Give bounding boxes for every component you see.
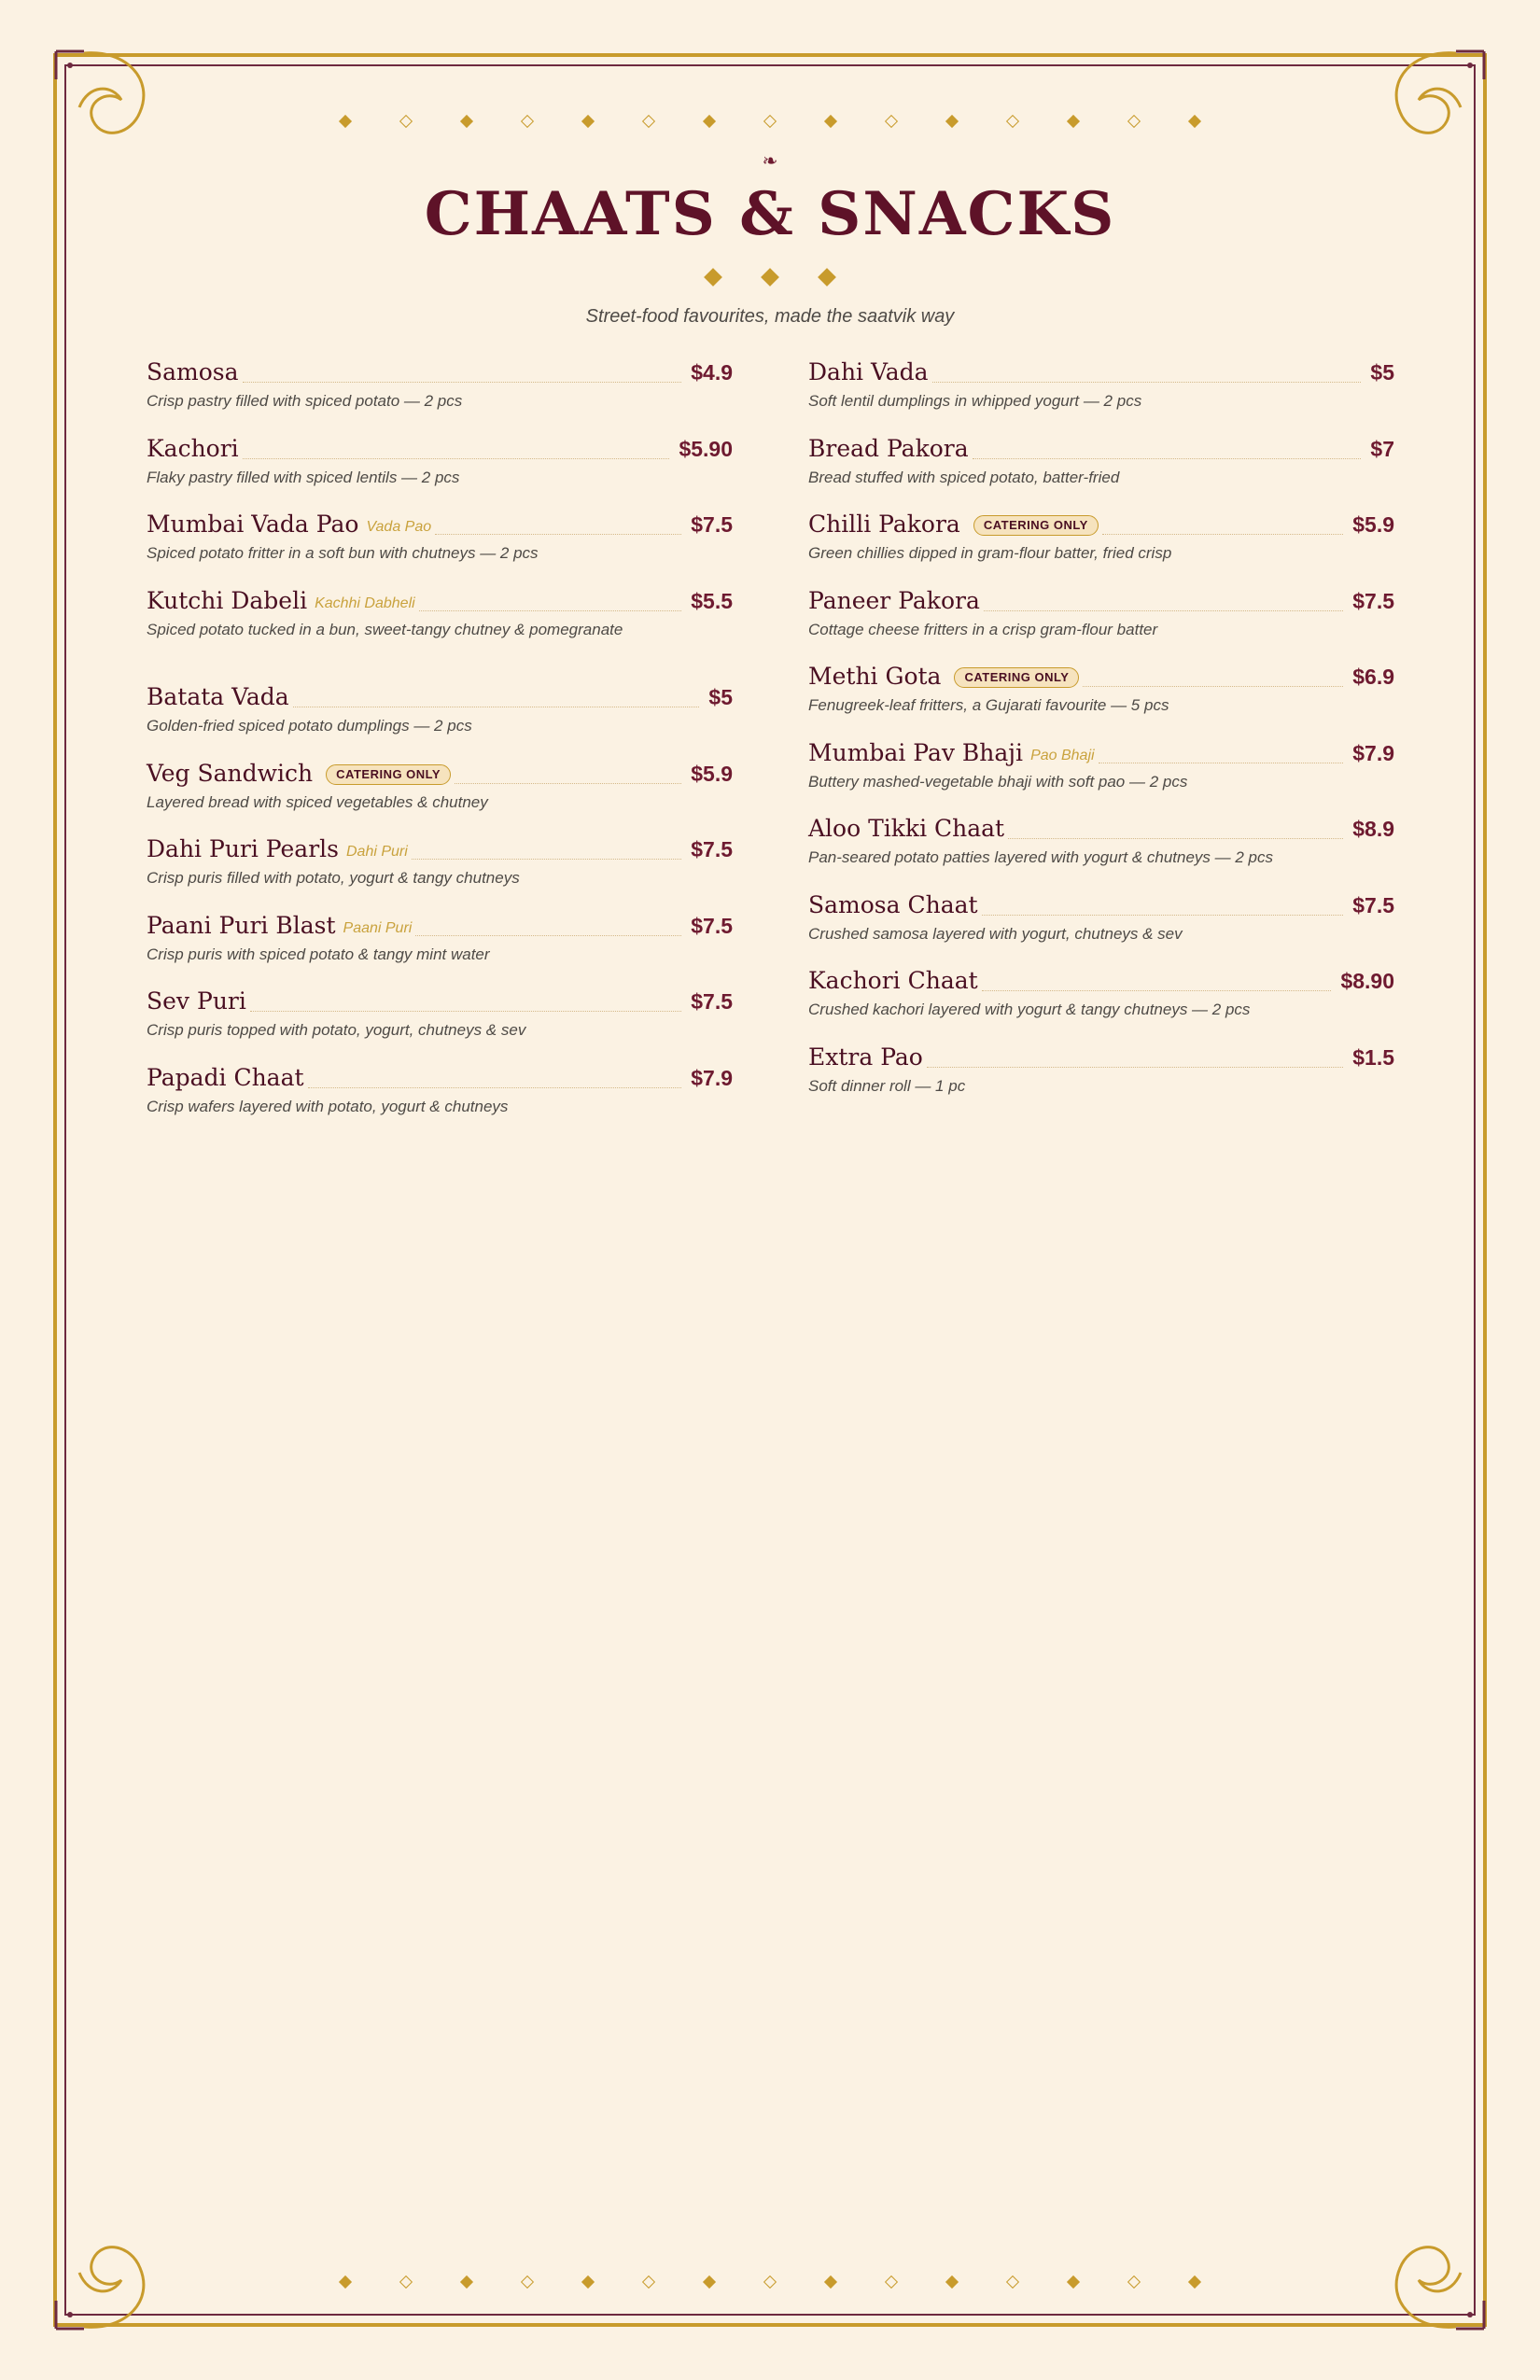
item-name: Mumbai Pav Bhaji [808,738,1024,766]
item-price: $7.5 [691,512,733,537]
diamond-icon [761,268,779,287]
fleuron-icon: ❧ [762,149,778,172]
dotted-leader [932,381,1362,383]
menu-item [147,754,733,831]
diamond-icon [1188,2275,1201,2289]
diamond-icon [818,268,836,287]
item-price: $8.90 [1340,969,1394,993]
diamond-icon [704,268,722,287]
page-title: CHAATS & SNACKS [424,179,1116,249]
dotted-leader [1008,837,1343,839]
diamond-outline-icon [763,2275,777,2289]
menu-item [147,1058,733,1135]
item-name: Mumbai Vada Pao [147,511,359,538]
item-description: Pan-seared potato patties layered with yogurt & chutneys — 2 pcs [808,848,1273,866]
item-description: Golden-fried spiced potato dumplings — 2 pcs [147,717,472,735]
item-description: Fenugreek-leaf fritters, a Gujarati favourite — 5 pcs [808,696,1169,714]
diamond-icon [945,115,959,128]
item-price: $8.9 [1352,817,1394,841]
menu-column-left [147,353,733,1134]
diamond-outline-icon [885,2275,898,2289]
diamond-icon [460,2275,473,2289]
item-description: Crisp puris with spiced potato & tangy mint water [147,945,490,963]
diamond-icon [824,115,837,128]
diamond-icon [703,115,716,128]
diamond-icon [581,2275,595,2289]
item-price: $7.5 [691,989,733,1014]
menu-item [808,734,1394,810]
menu-item [147,581,733,679]
top-diamond-border [341,110,1199,133]
menu-item [808,353,1394,429]
item-price: $7.5 [691,837,733,861]
item-description: Green chillies dipped in gram-flour batter, fried crisp [808,544,1172,562]
diamond-outline-icon [399,115,413,128]
item-price: $4.9 [691,360,733,385]
item-description: Spiced potato tucked in a bun, sweet-tangy chutney & pomegranate [147,620,623,638]
menu-item [147,830,733,906]
item-name: Samosa [147,358,239,385]
item-name: Aloo Tikki Chaat [808,815,1005,842]
diamond-icon [824,2275,837,2289]
menu-item [147,353,733,429]
item-price: $7.5 [1352,892,1394,917]
item-description: Flaky pastry filled with spiced lentils — 2 pcs [147,468,460,486]
dotted-leader [419,609,682,611]
diamond-icon [1067,2275,1080,2289]
dotted-leader [243,457,670,459]
corner-swirl-icon [1381,42,1493,154]
item-price: $7 [1370,436,1394,461]
item-alt-name: Paani Puri [343,919,413,936]
menu-item [808,581,1394,658]
menu-item [808,657,1394,734]
title-divider [707,267,833,287]
item-name: Paneer Pakora [808,586,980,614]
menu-item [147,906,733,983]
diamond-icon [581,115,595,128]
item-description: Cottage cheese fritters in a crisp gram-flour batter [808,620,1158,638]
diamond-icon [945,2275,959,2289]
menu-item [808,886,1394,962]
item-name: Sev Puri [147,987,246,1015]
item-name: Samosa Chaat [808,890,978,918]
diamond-icon [1188,115,1201,128]
item-price: $5 [1370,360,1394,385]
dotted-leader [293,706,700,707]
item-name: Extra Pao [808,1043,923,1071]
dotted-leader [243,381,682,383]
menu-item [808,961,1394,1038]
item-name: Veg Sandwich [147,759,314,787]
dotted-leader [973,457,1362,459]
diamond-outline-icon [642,115,655,128]
item-name: Dahi Vada [808,358,929,385]
item-alt-name: Kachhi Dabheli [315,595,415,611]
dotted-leader [927,1066,1343,1068]
item-name: Paani Puri Blast [147,911,336,939]
item-price: $7.9 [1352,740,1394,765]
item-price: $7.9 [691,1065,733,1090]
diamond-outline-icon [642,2275,655,2289]
diamond-outline-icon [521,2275,534,2289]
diamond-outline-icon [399,2275,413,2289]
corner-swirl-icon [47,42,159,154]
item-description: Crushed kachori layered with yogurt & tangy chutneys — 2 pcs [808,1001,1251,1018]
item-alt-name: Vada Pao [366,519,432,535]
diamond-outline-icon [885,115,898,128]
dotted-leader [435,533,681,535]
menu-item [147,505,733,581]
diamond-icon [339,115,352,128]
dotted-leader [455,782,681,784]
item-price: $5.5 [691,588,733,613]
diamond-icon [1067,115,1080,128]
item-name: Chilli Pakora [808,511,960,538]
item-name: Kachori [147,434,239,462]
menu-item [808,1038,1394,1114]
item-name: Papadi Chaat [147,1063,304,1091]
page-subtitle: Street-food favourites, made the saatvik way [585,306,955,327]
dotted-leader [415,934,681,936]
corner-swirl-icon [47,2226,159,2338]
item-description: Soft lentil dumplings in whipped yogurt — 2 pcs [808,392,1142,410]
diamond-outline-icon [1006,2275,1019,2289]
item-price: $1.5 [1352,1044,1394,1070]
item-name: Kutchi Dabeli [147,586,308,614]
item-price: $5.9 [1352,512,1394,537]
item-price: $7.5 [1352,588,1394,613]
menu-item [808,505,1394,581]
item-description: Layered bread with spiced vegetables & chutney [147,792,488,811]
diamond-icon [460,115,473,128]
item-alt-name: Dahi Puri [345,844,408,860]
catering-only-badge: CATERING ONLY [954,667,1079,688]
dotted-leader [1083,685,1343,687]
dotted-leader [1099,762,1344,763]
item-description: Spiced potato fritter in a soft bun with chutneys — 2 pcs [147,544,539,562]
item-description: Buttery mashed-vegetable bhaji with soft pao — 2 pcs [808,772,1188,791]
item-name: Batata Vada [147,683,289,710]
menu-item [147,678,733,754]
diamond-outline-icon [521,115,534,128]
diamond-icon [339,2275,352,2289]
diamond-outline-icon [1006,115,1019,128]
menu-item [147,982,733,1058]
menu-item [808,809,1394,886]
item-description: Soft dinner roll — 1 pc [808,1076,966,1095]
dotted-leader [1102,533,1343,535]
dotted-leader [982,914,1344,916]
item-description: Crisp wafers layered with potato, yogurt & chutneys [147,1097,509,1115]
item-name: Bread Pakora [808,434,969,462]
catering-only-badge: CATERING ONLY [326,764,451,785]
item-name: Methi Gota [808,663,942,690]
corner-swirl-icon [1381,2226,1493,2338]
item-price: $5.90 [679,436,733,461]
item-name: Dahi Puri Pearls [147,835,339,862]
menu-item [808,429,1394,506]
menu-column-right [808,353,1394,1113]
menu-item [147,429,733,506]
item-name: Kachori Chaat [808,967,978,994]
item-description: Crushed samosa layered with yogurt, chutneys & sev [808,924,1183,943]
dotted-leader [250,1010,681,1012]
diamond-outline-icon [763,115,777,128]
item-price: $5.9 [691,761,733,786]
diamond-outline-icon [1127,2275,1141,2289]
dotted-leader [412,858,681,860]
dotted-leader [984,609,1343,611]
diamond-icon [703,2275,716,2289]
item-price: $5 [708,685,733,709]
dotted-leader [308,1086,682,1088]
item-price: $7.5 [691,913,733,938]
diamond-outline-icon [1127,115,1141,128]
item-description: Crisp pastry filled with spiced potato — 2 pcs [147,392,463,410]
dotted-leader [982,989,1332,991]
item-description: Crisp puris filled with potato, yogurt & tangy chutneys [147,869,520,887]
item-description: Bread stuffed with spiced potato, batter-fried [808,468,1120,486]
item-price: $6.9 [1352,665,1394,689]
item-alt-name: Pao Bhaji [1030,747,1095,763]
bottom-diamond-border [341,2271,1199,2293]
item-description: Crisp puris topped with potato, yogurt, chutneys & sev [147,1021,526,1039]
catering-only-badge: CATERING ONLY [973,515,1099,536]
